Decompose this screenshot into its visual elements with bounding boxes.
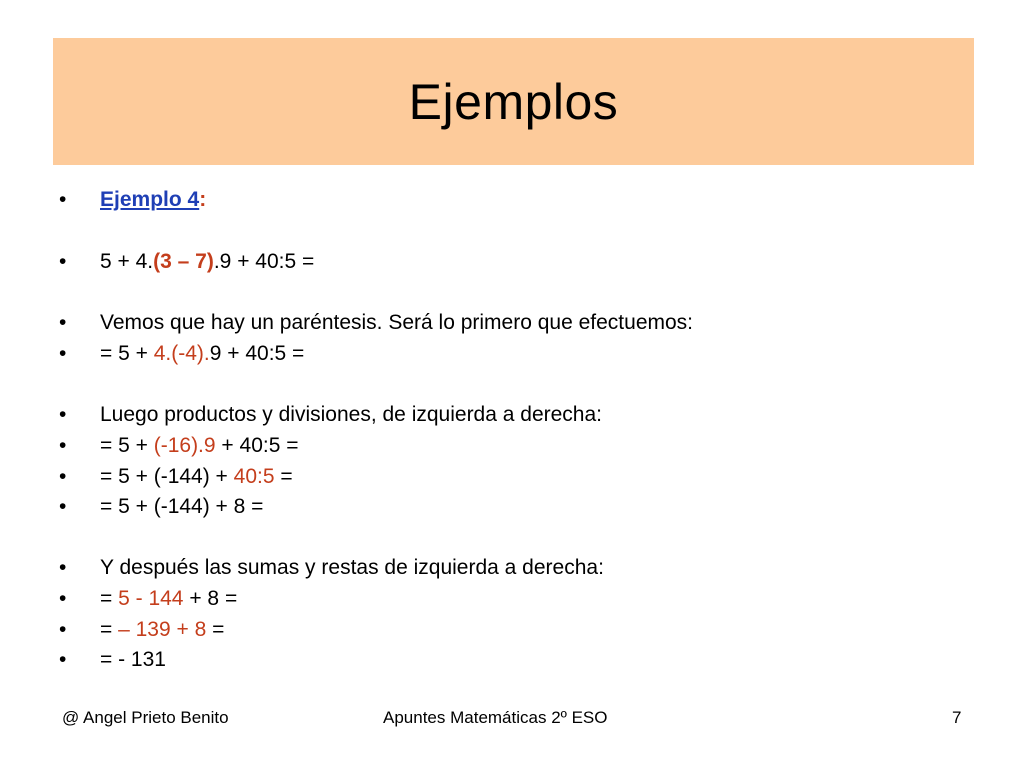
- step-2-part-b: + 40:5 =: [215, 434, 299, 457]
- bullet-icon: •: [59, 618, 67, 641]
- sums-note-text: Y después las sumas y restas de izquierda a derecha:: [100, 556, 604, 579]
- step-6-part-a: =: [100, 618, 119, 641]
- bullet-icon: •: [59, 311, 67, 334]
- step-3-part-a: = 5 + (-144) +: [100, 465, 234, 488]
- step-6-highlight: – 139 + 8: [118, 618, 207, 641]
- step-3-part-b: =: [274, 465, 293, 488]
- parenthesis-note-text: Vemos que hay un paréntesis. Será lo primero que efectuemos:: [100, 311, 694, 334]
- bullet-icon: •: [59, 556, 67, 579]
- bullet-icon: •: [59, 587, 67, 610]
- bullet-icon: •: [59, 342, 67, 365]
- bullet-icon: •: [59, 250, 67, 273]
- step-7-text: = - 131: [100, 648, 166, 671]
- expression-part-a: 5 + 4.: [100, 250, 154, 273]
- example-heading-colon: :: [199, 188, 207, 211]
- step-5-part-b: + 8 =: [183, 587, 238, 610]
- step-3-highlight: 40:5: [233, 465, 275, 488]
- bullet-icon: •: [59, 465, 67, 488]
- step-5-part-a: =: [100, 587, 119, 610]
- products-note-text: Luego productos y divisiones, de izquierda a derecha:: [100, 403, 602, 426]
- expression-part-b: .9 + 40:5 =: [213, 250, 315, 273]
- step-5-highlight: 5 - 144: [118, 587, 184, 610]
- footer-page-number: 7: [952, 708, 962, 727]
- bullet-icon: •: [59, 495, 67, 518]
- step-2-part-a: = 5 +: [100, 434, 154, 457]
- bullet-icon: •: [59, 434, 67, 457]
- bullet-icon: •: [59, 188, 67, 211]
- slide-title: Ejemplos: [408, 73, 619, 130]
- step-6-part-b: =: [206, 618, 225, 641]
- footer-course: Apuntes Matemáticas 2º ESO: [383, 708, 608, 727]
- expression-parenthesis: (3 – 7): [153, 250, 214, 273]
- step-1-highlight: 4.(-4).: [153, 342, 210, 365]
- example-heading-label: Ejemplo 4: [100, 188, 200, 211]
- title-banner: [53, 38, 974, 165]
- step-1-part-a: = 5 +: [100, 342, 154, 365]
- footer-author: @ Angel Prieto Benito: [62, 708, 229, 727]
- step-4-text: = 5 + (-144) + 8 =: [100, 495, 264, 518]
- step-2-highlight: (-16).9: [153, 434, 216, 457]
- bullet-icon: •: [59, 403, 67, 426]
- bullet-icon: •: [59, 648, 67, 671]
- step-1-part-b: 9 + 40:5 =: [209, 342, 305, 365]
